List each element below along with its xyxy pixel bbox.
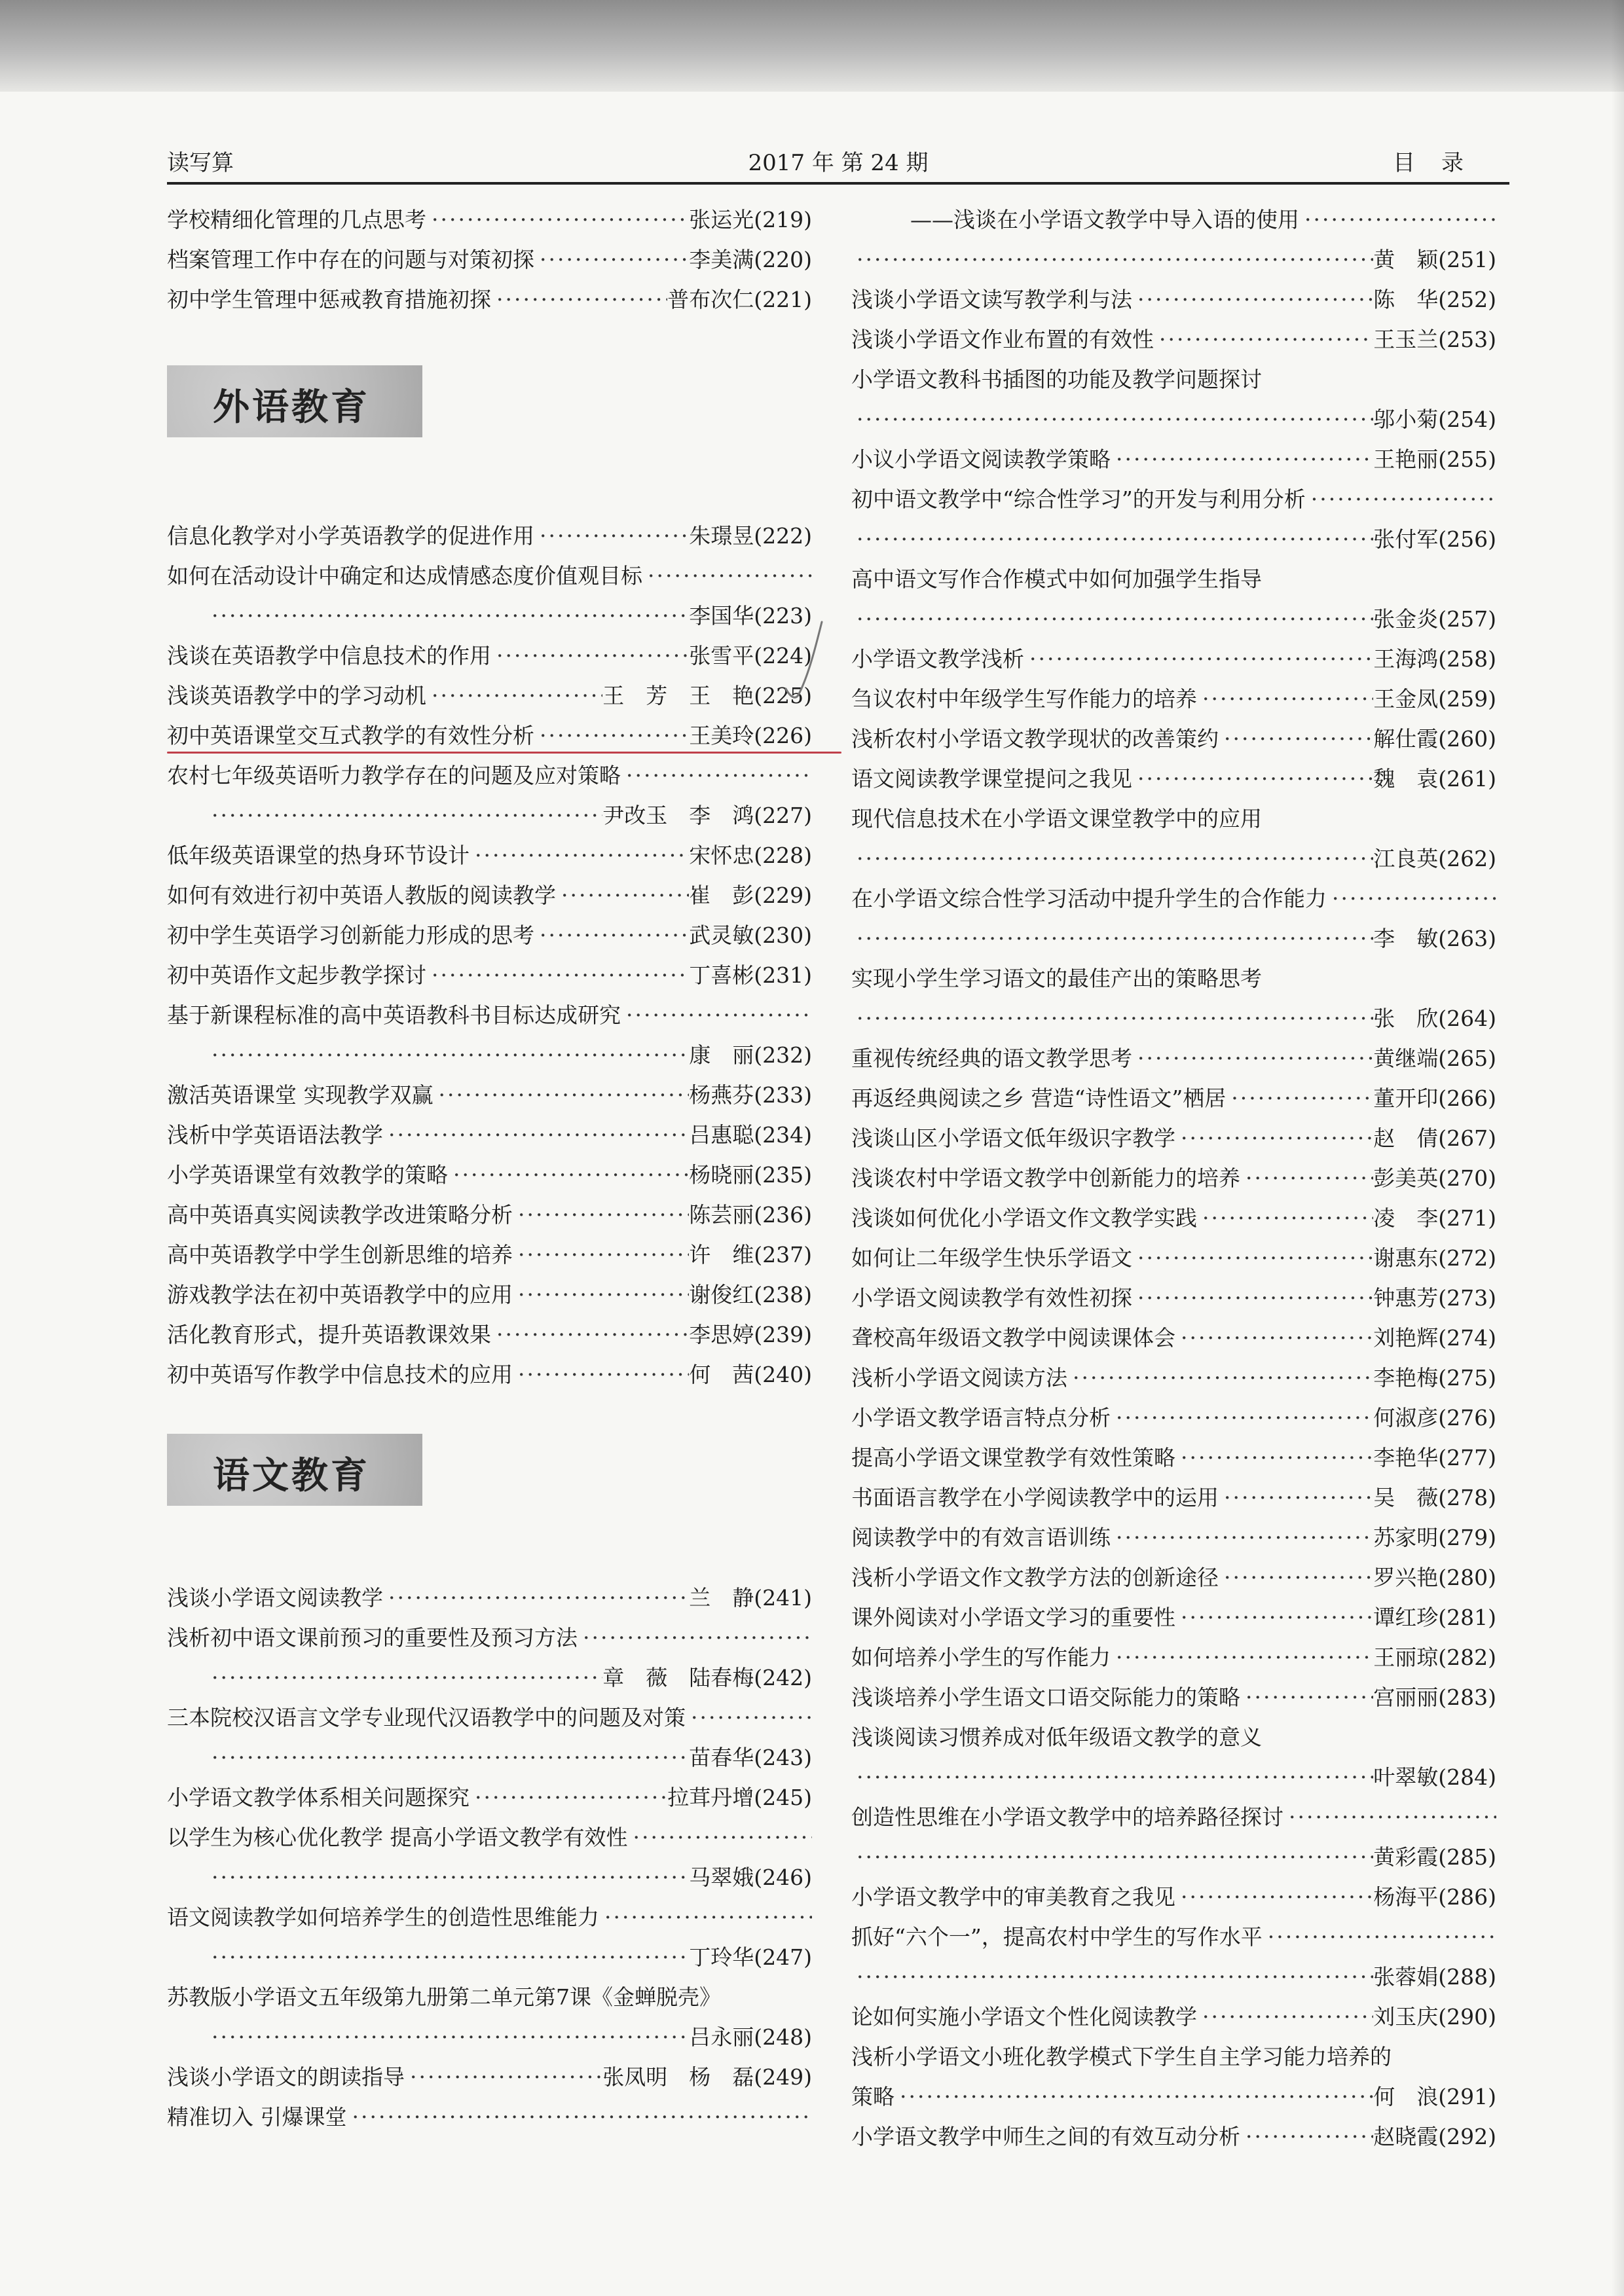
toc-entry[interactable]: 语文阅读教学如何培养学生的创造性思维能力 ····· ····· 丁玲华(247) — [167, 1897, 812, 1977]
toc-entry[interactable]: 浅谈培养小学生语文口语交际能力的策略 ····· 宫丽丽(283) — [851, 1677, 1496, 1717]
toc-entry[interactable]: 小学语文教学中的审美教育之我见 ····· 杨海平(286) — [851, 1877, 1496, 1917]
toc-entry[interactable]: 活化教育形式，提升英语教课效果 ····· 李思婷(239) — [167, 1315, 812, 1355]
toc-entry[interactable]: 高中语文写作合作模式中如何加强学生指导 ····· 张金炎(257) — [851, 559, 1496, 639]
toc-entry[interactable]: 农村七年级英语听力教学存在的问题及应对策略 ····· ····· 尹改玉 李 鸿(227) — [167, 756, 812, 835]
toc-entry[interactable]: 课外阅读对小学语文学习的重要性 ····· 谭红珍(281) — [851, 1597, 1496, 1637]
toc-entry[interactable]: 在小学语文综合性学习活动中提升学生的合作能力 ····· ····· 李 敏(263) — [851, 879, 1496, 958]
red-underline — [167, 752, 841, 754]
toc-entry[interactable]: 小学语文教学中师生之间的有效互动分析 ····· 赵晓霞(292) — [851, 2117, 1496, 2157]
toc-entry[interactable]: 初中语文教学中“综合性学习”的开发与利用分析 ····· ····· 张付军(256) — [851, 479, 1496, 559]
toc-entry[interactable]: 浅析小学语文作文教学方法的创新途径 ····· 罗兴艳(280) — [851, 1558, 1496, 1597]
toc-entry[interactable]: 浅谈山区小学语文低年级识字教学 ····· 赵 倩(267) — [851, 1118, 1496, 1158]
toc-entry[interactable]: 浅析中学英语语法教学 ····· 吕惠聪(234) — [167, 1115, 812, 1155]
toc-entry[interactable]: 基于新课程标准的高中英语教科书目标达成研究 ····· ····· 康 丽(232) — [167, 995, 812, 1075]
journal-name: 读写算 — [167, 150, 234, 176]
issue-label: 2017 年 第 24 期 — [748, 150, 929, 176]
scan-shadow-top — [0, 0, 1624, 92]
toc-entry[interactable]: 聋校高年级语文教学中阅读课体会 ····· 刘艳辉(274) — [851, 1318, 1496, 1358]
toc-entry[interactable]: 语文阅读教学课堂提问之我见 ····· 魏 袁(261) — [851, 759, 1496, 799]
toc-entry[interactable]: 初中英语写作教学中信息技术的应用 ····· 何 茜(240) — [167, 1355, 812, 1394]
toc-entry[interactable]: 浅谈英语教学中的学习动机 ····· 王 芳 王 艳(225) — [167, 676, 812, 716]
toc-entry[interactable]: 学校精细化管理的几点思考 ····· 张运光(219) — [167, 200, 812, 240]
toc-entry[interactable]: 论如何实施小学语文个性化阅读教学 ····· 刘玉庆(290) — [851, 1997, 1496, 2037]
toc-entry[interactable]: 小学语文阅读教学有效性初探 ····· 钟惠芳(273) — [851, 1278, 1496, 1318]
toc-entry[interactable]: 浅析初中语文课前预习的重要性及预习方法 ····· ····· 章 薇 陆春梅(242) — [167, 1618, 812, 1698]
pencil-check-mark — [776, 615, 828, 714]
toc-entry[interactable]: 三本院校汉语言文学专业现代汉语教学中的问题及对策 ····· ····· 苗春华(243) — [167, 1698, 812, 1777]
toc-entry[interactable]: 浅谈如何优化小学语文作文教学实践 ····· 凌 李(271) — [851, 1198, 1496, 1238]
toc-entry[interactable]: 小学语文教学体系相关问题探究 ····· 拉茸丹增(245) — [167, 1777, 812, 1817]
toc-entry[interactable]: 阅读教学中的有效言语训练 ····· 苏家明(279) — [851, 1518, 1496, 1558]
toc-entry[interactable]: 初中学生管理中惩戒教育措施初探 ····· 普布次仁(221) — [167, 280, 812, 319]
left-column — [167, 200, 812, 2137]
toc-entry[interactable]: 浅谈农村中学语文教学中创新能力的培养 ····· 彭美英(270) — [851, 1158, 1496, 1198]
toc-entry[interactable]: 实现小学生学习语文的最佳产出的策略思考 ····· 张 欣(264) — [851, 958, 1496, 1038]
toc-entry[interactable]: 重视传统经典的语文教学思考 ····· 黄继端(265) — [851, 1038, 1496, 1078]
toc-entry[interactable]: 小学语文教学语言特点分析 ····· 何淑彦(276) — [851, 1398, 1496, 1438]
toc-entry[interactable]: 抓好“六个一”，提高农村中学生的写作水平 ····· ····· 张蓉娟(288) — [851, 1917, 1496, 1997]
right-column — [851, 200, 1496, 2157]
toc-entry[interactable]: 以学生为核心优化教学 提高小学语文教学有效性 ····· ····· 马翠娥(246) — [167, 1817, 812, 1897]
toc-entry[interactable]: 小学语文教学浅析 ····· 王海鸿(258) — [851, 639, 1496, 679]
toc-entry[interactable]: 小学语文教科书插图的功能及教学问题探讨 ····· 邬小菊(254) — [851, 359, 1496, 439]
toc-entry-continuation[interactable]: ——浅谈在小学语文教学中导入语的使用 ····· ····· 黄 颖(251) — [851, 200, 1496, 280]
scan-shadow-right — [1611, 0, 1624, 2296]
toc-entry-continued[interactable]: 精准切入 引爆课堂 ····· — [167, 2097, 812, 2137]
toc-entry[interactable]: 刍议农村中年级学生写作能力的培养 ····· 王金凤(259) — [851, 679, 1496, 719]
toc-entry[interactable]: 浅谈在英语教学中信息技术的作用 ····· 张雪平(224) — [167, 636, 812, 676]
toc-entry[interactable]: 创造性思维在小学语文教学中的培养路径探讨 ····· ····· 黄彩霞(285) — [851, 1797, 1496, 1877]
toc-entry[interactable]: 高中英语真实阅读教学改进策略分析 ····· 陈芸丽(236) — [167, 1195, 812, 1235]
toc-entry[interactable]: 信息化教学对小学英语教学的促进作用 ····· 朱璟昱(222) — [167, 516, 812, 556]
toc-entry[interactable]: 浅谈小学语文的朗读指导 ····· 张凤明 杨 磊(249) — [167, 2057, 812, 2097]
toc-entry[interactable]: 高中英语教学中学生创新思维的培养 ····· 许 维(237) — [167, 1235, 812, 1275]
toc-entry[interactable]: 现代信息技术在小学语文课堂教学中的应用 ····· 江良英(262) — [851, 799, 1496, 879]
section-banner: 语文教育 — [167, 1434, 422, 1506]
toc-entry[interactable]: 浅析小学语文小班化教学模式下学生自主学习能力培养的 策略 ····· 何 浪(291) — [851, 2037, 1496, 2117]
page-header — [167, 143, 1509, 185]
section-banner: 外语教育 — [167, 365, 422, 437]
toc-entry[interactable]: 浅谈阅读习惯养成对低年级语文教学的意义 ····· 叶翠敏(284) — [851, 1717, 1496, 1797]
toc-entry[interactable]: 浅谈小学语文作业布置的有效性 ····· 王玉兰(253) — [851, 319, 1496, 359]
toc-entry[interactable]: 浅析小学语文阅读方法 ····· 李艳梅(275) — [851, 1358, 1496, 1398]
toc-entry[interactable]: 初中英语作文起步教学探讨 ····· 丁喜彬(231) — [167, 955, 812, 995]
toc-entry[interactable]: 激活英语课堂 实现教学双赢 ····· 杨燕芬(233) — [167, 1075, 812, 1115]
toc-entry[interactable]: 再返经典阅读之乡 营造“诗性语文”栖居 ····· 董开印(266) — [851, 1078, 1496, 1118]
toc-entry[interactable]: 如何培养小学生的写作能力 ····· 王丽琼(282) — [851, 1637, 1496, 1677]
toc-entry[interactable]: 初中学生英语学习创新能力形成的思考 ····· 武灵敏(230) — [167, 915, 812, 955]
section-label: 目录 — [1393, 150, 1490, 176]
toc-entry[interactable]: 书面语言教学在小学阅读教学中的运用 ····· 吴 薇(278) — [851, 1478, 1496, 1518]
toc-entry[interactable]: 浅谈小学语文阅读教学 ····· 兰 静(241) — [167, 1578, 812, 1618]
toc-entry[interactable]: 档案管理工作中存在的问题与对策初探 ····· 李美满(220) — [167, 240, 812, 280]
toc-entry[interactable]: 游戏教学法在初中英语教学中的应用 ····· 谢俊红(238) — [167, 1275, 812, 1315]
toc-entry[interactable]: 如何在活动设计中确定和达成情感态度价值观目标 ····· ····· 李国华(223) — [167, 556, 812, 636]
toc-entry[interactable]: 苏教版小学语文五年级第九册第二单元第7课《金蝉脱壳》 ····· 吕永丽(248) — [167, 1977, 812, 2057]
toc-entry-highlighted[interactable]: 初中英语课堂交互式教学的有效性分析 ····· 王美玲(226) — [167, 716, 812, 756]
toc-entry[interactable]: 小议小学语文阅读教学策略 ····· 王艳丽(255) — [851, 439, 1496, 479]
toc-entry[interactable]: 浅谈小学语文读写教学利与法 ····· 陈 华(252) — [851, 280, 1496, 319]
toc-entry[interactable]: 如何让二年级学生快乐学语文 ····· 谢惠东(272) — [851, 1238, 1496, 1278]
section-chinese-language — [167, 1394, 812, 1578]
section-foreign-language — [167, 319, 812, 516]
toc-entry[interactable]: 提高小学语文课堂教学有效性策略 ····· 李艳华(277) — [851, 1438, 1496, 1478]
toc-entry[interactable]: 浅析农村小学语文教学现状的改善策约 ····· 解仕霞(260) — [851, 719, 1496, 759]
toc-entry[interactable]: 小学英语课堂有效教学的策略 ····· 杨晓丽(235) — [167, 1155, 812, 1195]
toc-entry[interactable]: 低年级英语课堂的热身环节设计 ····· 宋怀忠(228) — [167, 835, 812, 875]
toc-entry[interactable]: 如何有效进行初中英语人教版的阅读教学 ····· 崔 彭(229) — [167, 875, 812, 915]
